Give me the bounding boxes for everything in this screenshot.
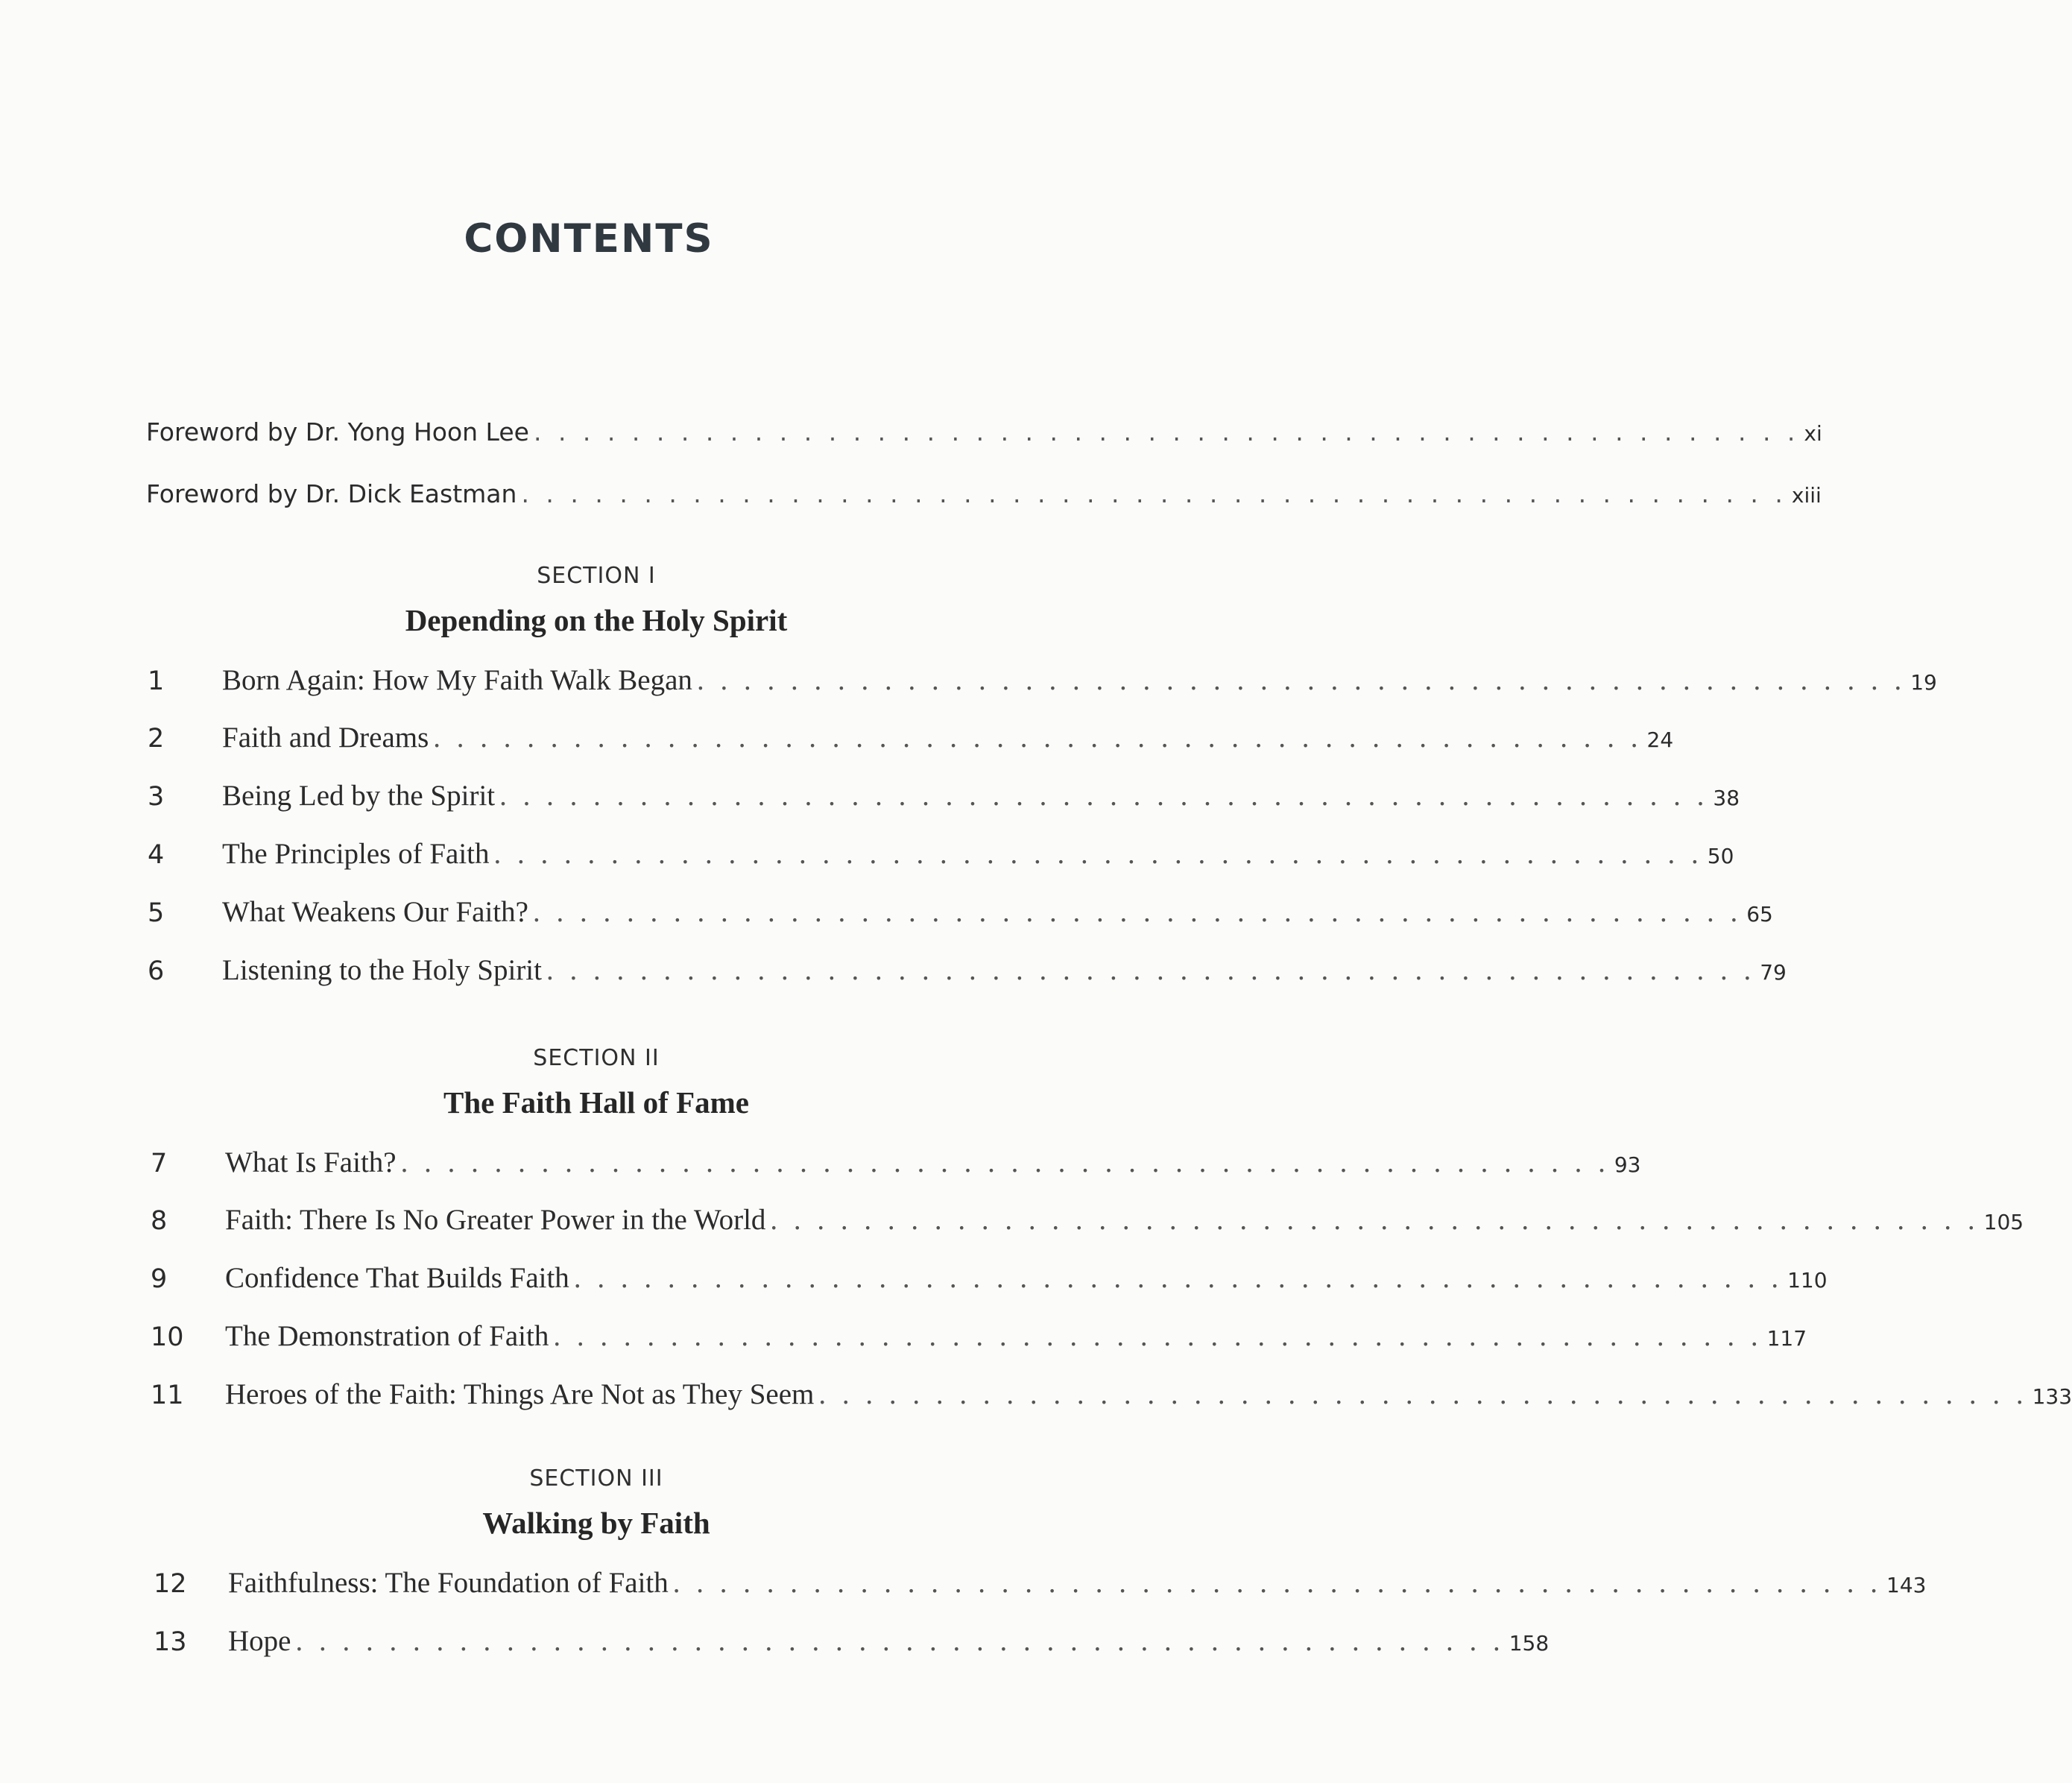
entry-title: Foreword by Dr. Dick Eastman <box>146 479 517 508</box>
chapter-title: Hope <box>228 1625 291 1657</box>
entry-page-number: 143 <box>1886 1573 1927 1597</box>
dot-leader: . . . . . . . . . . . . . . . . . . . . . . . . . . . . . . . . . . . . . . . . . . . . . . . . . . . . <box>521 479 1787 508</box>
chapter-number: 13 <box>154 1627 187 1657</box>
chapter-title: Faith: There Is No Greater Power in the World <box>225 1204 766 1236</box>
entry-page-number: 38 <box>1713 786 1740 810</box>
dot-leader: . . . . . . . . . . . . . . . . . . . . . . . . . . . . . . . . . . . . . . . . . . . . . . . . . . . . <box>295 1625 1505 1657</box>
chapter-title: Heroes of the Faith: Things Are Not as They Seem <box>225 1378 815 1410</box>
chapter-number: 6 <box>148 956 165 986</box>
entry-page-number: 50 <box>1707 844 1734 868</box>
section-title: Depending on the Holy Spirit <box>405 603 788 637</box>
dot-leader: . . . . . . . . . . . . . . . . . . . . . . . . . . . . . . . . . . . . . . . . . . . . . . . . . . . . <box>499 780 1709 812</box>
dot-leader: . . . . . . . . . . . . . . . . . . . . . . . . . . . . . . . . . . . . . . . . . . . . . . . . . . . . <box>553 1320 1763 1352</box>
toc-entry-chapter[interactable] <box>148 837 1734 871</box>
dot-leader: . . . . . . . . . . . . . . . . . . . . . . . . . . . . . . . . . . . . . . . . . . . . . . . . . . . . <box>533 417 1800 446</box>
chapter-title: Being Led by the Spirit <box>222 780 496 812</box>
chapter-title: Faith and Dreams <box>222 722 429 754</box>
dot-leader: . . . . . . . . . . . . . . . . . . . . . . . . . . . . . . . . . . . . . . . . . . . . . . . . . . . . <box>493 838 1703 870</box>
chapter-title: What Is Faith? <box>225 1146 397 1178</box>
chapter-number: 4 <box>148 840 165 870</box>
chapter-number: 8 <box>151 1206 168 1236</box>
entry-page-number: 105 <box>1983 1210 2024 1234</box>
chapter-title: Confidence That Builds Faith <box>225 1262 569 1294</box>
entry-page-number: 79 <box>1760 960 1787 985</box>
toc-entry-chapter[interactable] <box>148 779 1740 812</box>
toc-entry-chapter[interactable] <box>151 1261 1828 1295</box>
dot-leader: . . . . . . . . . . . . . . . . . . . . . . . . . . . . . . . . . . . . . . . . . . . . . . . . . . . . <box>546 954 1756 986</box>
chapter-number: 9 <box>151 1264 168 1294</box>
entry-page-number: xiii <box>1791 483 1822 508</box>
toc-entry-chapter[interactable] <box>151 1203 2024 1237</box>
dot-leader: . . . . . . . . . . . . . . . . . . . . . . . . . . . . . . . . . . . . . . . . . . . . . . . . . . . . <box>400 1146 1610 1178</box>
entry-page-number: 93 <box>1614 1152 1641 1177</box>
entry-page-number: 133 <box>2032 1384 2072 1409</box>
chapter-title: Faithfulness: The Foundation of Faith <box>228 1567 669 1599</box>
chapter-number: 7 <box>151 1149 168 1178</box>
dot-leader: . . . . . . . . . . . . . . . . . . . . . . . . . . . . . . . . . . . . . . . . . . . . . . . . . . . . <box>696 664 1907 696</box>
toc-entry-foreword-2[interactable] <box>146 479 1822 508</box>
toc-entry-foreword-1[interactable] <box>146 417 1822 446</box>
chapter-number: 1 <box>148 666 165 696</box>
chapter-title: Listening to the Holy Spirit <box>222 954 542 986</box>
toc-entry-chapter[interactable] <box>148 895 1773 929</box>
entry-page-number: 110 <box>1787 1268 1828 1293</box>
dot-leader: . . . . . . . . . . . . . . . . . . . . . . . . . . . . . . . . . . . . . . . . . . . . . . . . . . . . <box>672 1567 1883 1599</box>
chapter-number: 3 <box>148 782 165 812</box>
toc-entry-chapter[interactable] <box>151 1319 1807 1353</box>
entry-page-number: 158 <box>1509 1631 1550 1656</box>
entry-page-number: 65 <box>1746 902 1773 927</box>
chapter-title: The Demonstration of Faith <box>225 1320 549 1352</box>
section-label: SECTION III <box>529 1465 663 1492</box>
dot-leader: . . . . . . . . . . . . . . . . . . . . . . . . . . . . . . . . . . . . . . . . . . . . . . . . . . . . <box>433 722 1643 754</box>
toc-entry-chapter[interactable] <box>148 953 1787 987</box>
chapter-number: 12 <box>154 1569 187 1599</box>
entry-page-number: 24 <box>1646 728 1674 752</box>
chapter-title: The Principles of Faith <box>222 838 490 870</box>
toc-entry-chapter[interactable] <box>148 663 1937 697</box>
chapter-number: 2 <box>148 724 165 754</box>
chapter-title: What Weakens Our Faith? <box>222 896 528 928</box>
chapter-number: 10 <box>151 1322 184 1352</box>
entry-page-number: 117 <box>1766 1326 1807 1351</box>
chapter-number: 11 <box>151 1380 184 1410</box>
chapter-number: 5 <box>148 898 165 928</box>
entry-page-number: xi <box>1804 421 1822 446</box>
toc-entry-chapter[interactable] <box>154 1566 1927 1600</box>
chapter-title: Born Again: How My Faith Walk Began <box>222 664 692 696</box>
section-label: SECTION I <box>537 563 656 589</box>
toc-entry-chapter[interactable] <box>151 1378 2072 1411</box>
dot-leader: . . . . . . . . . . . . . . . . . . . . . . . . . . . . . . . . . . . . . . . . . . . . . . . . . . . . <box>532 896 1743 928</box>
section-title: Walking by Faith <box>482 1506 710 1540</box>
dot-leader: . . . . . . . . . . . . . . . . . . . . . . . . . . . . . . . . . . . . . . . . . . . . . . . . . . . . <box>573 1262 1784 1294</box>
toc-entry-chapter[interactable] <box>151 1146 1641 1179</box>
entry-page-number: 19 <box>1910 670 1937 695</box>
dot-leader: . . . . . . . . . . . . . . . . . . . . . . . . . . . . . . . . . . . . . . . . . . . . . . . . . . . . <box>770 1204 1980 1236</box>
dot-leader: . . . . . . . . . . . . . . . . . . . . . . . . . . . . . . . . . . . . . . . . . . . . . . . . . . . . <box>818 1378 2028 1410</box>
toc-entry-chapter[interactable] <box>148 721 1674 754</box>
toc-entry-chapter[interactable] <box>154 1624 1550 1658</box>
section-title: The Faith Hall of Fame <box>443 1085 749 1120</box>
entry-title: Foreword by Dr. Yong Hoon Lee <box>146 417 529 446</box>
section-label: SECTION II <box>533 1045 660 1071</box>
page-title: CONTENTS <box>464 216 714 262</box>
